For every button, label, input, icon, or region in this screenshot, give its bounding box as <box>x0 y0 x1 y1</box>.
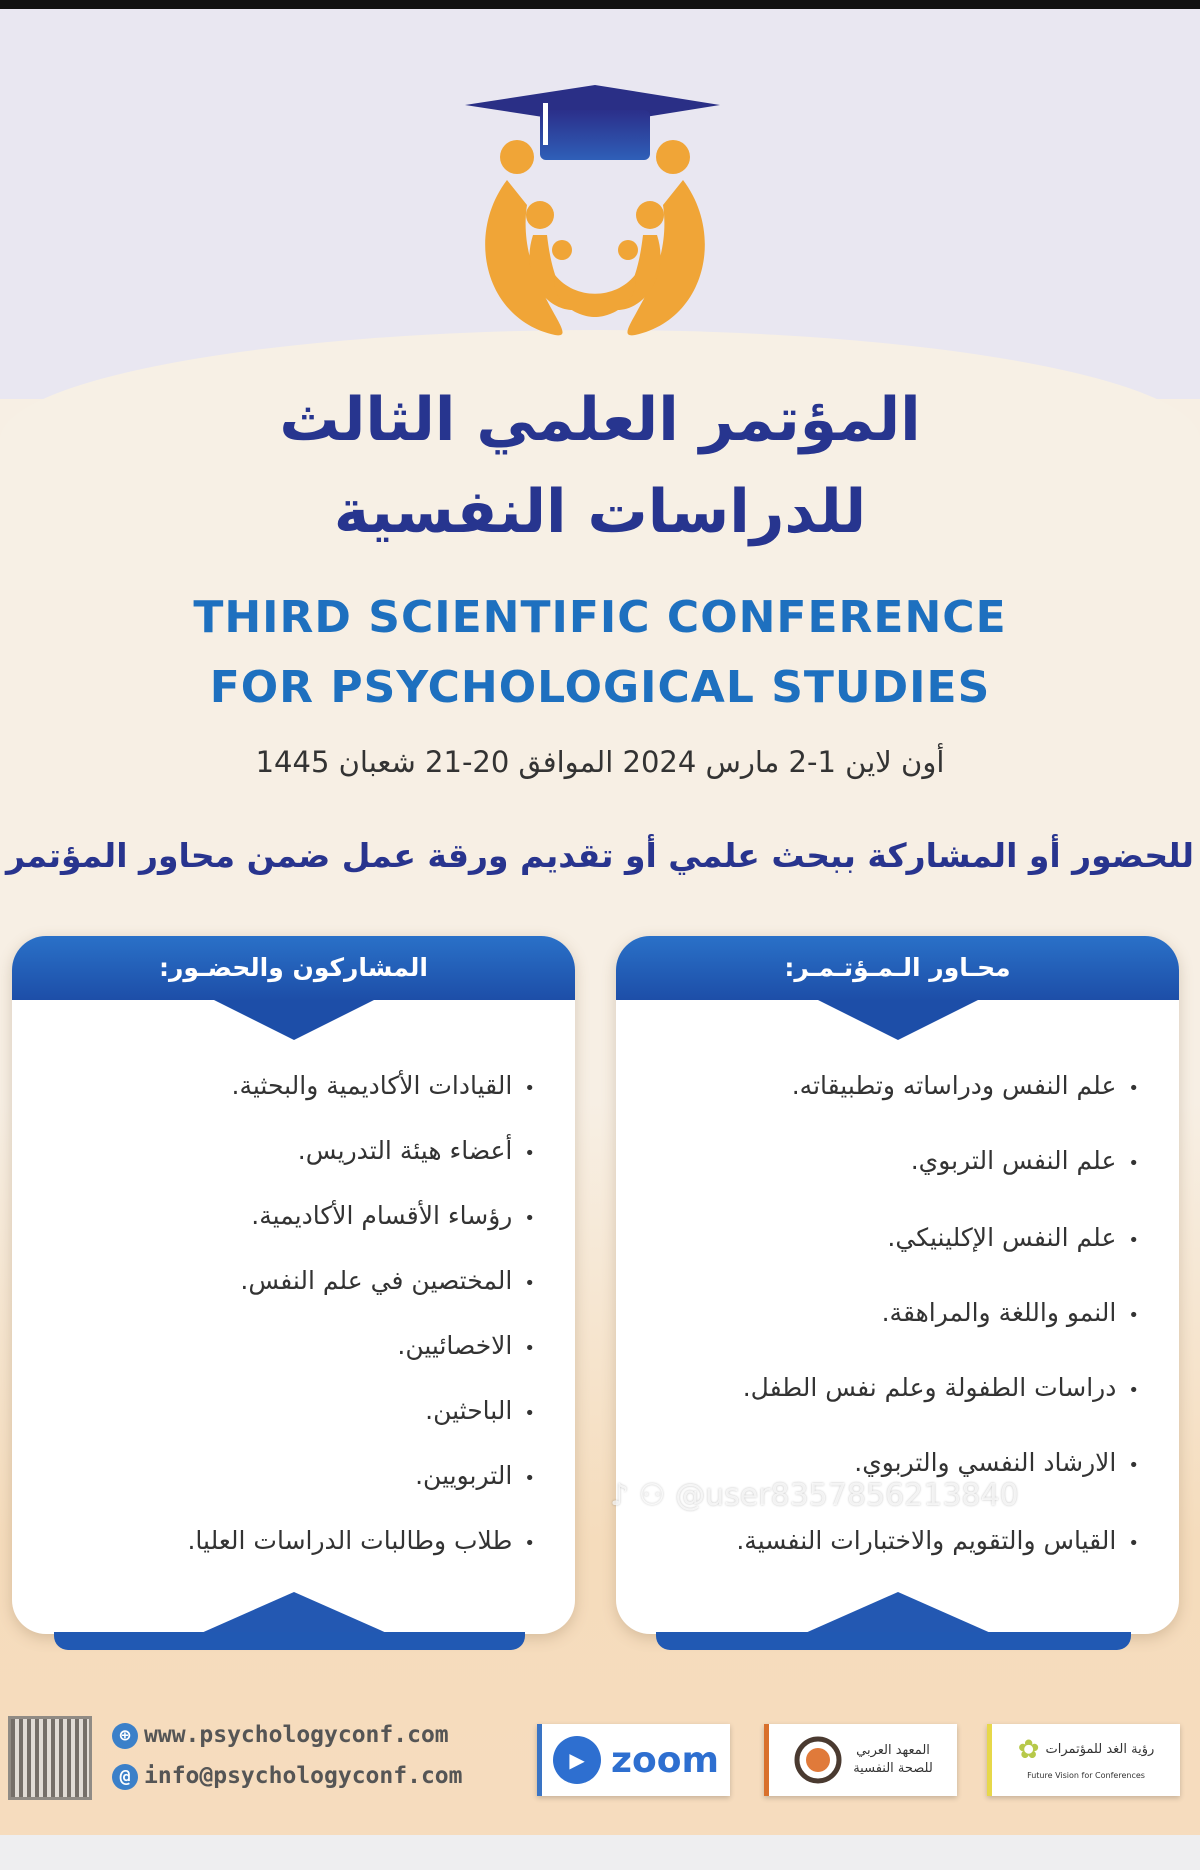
axes-heading: محـاور الـمـؤتـمـر: <box>616 936 1179 1000</box>
arabic-title-line1: المؤتمر العلمي الثالث <box>279 385 921 455</box>
list-item: • أعضاء هيئة التدريس. <box>298 1136 535 1165</box>
participants-heading: المشاركون والحضـور: <box>12 936 575 1000</box>
background-wave <box>0 330 1200 590</box>
website-link[interactable] <box>112 1722 449 1749</box>
zoom-logo <box>537 1724 730 1796</box>
list-item: • رؤساء الأقسام الأكاديمية. <box>251 1201 535 1230</box>
participants-box <box>12 936 575 1634</box>
list-item: • دراسات الطفولة وعلم نفس الطفل. <box>743 1373 1139 1402</box>
axes-bottom-bar <box>656 1632 1131 1650</box>
list-item: • علم النفس ودراساته وتطبيقاته. <box>792 1071 1139 1100</box>
list-item: • طلاب وطالبات الدراسات العليا. <box>187 1526 535 1555</box>
list-item: • الارشاد النفسي والتربوي. <box>854 1448 1139 1477</box>
arrow-up-decoration <box>803 1592 993 1634</box>
vision-text: رؤية الغد للمؤتمرات <box>1045 1742 1155 1757</box>
english-title-line1: THIRD SCIENTIFIC CONFERENCE <box>193 592 1007 643</box>
at-icon: @ <box>112 1764 138 1790</box>
watermark-text: @user8357856213840 <box>675 1478 1019 1513</box>
email-text: info@psychologyconf.com <box>144 1763 463 1789</box>
list-item: • علم النفس الإكلينيكي. <box>887 1223 1139 1252</box>
arrow-down-decoration <box>818 1000 978 1040</box>
list-item: • التربويين. <box>415 1461 535 1490</box>
bottom-strip <box>0 1835 1200 1870</box>
list-item: • المختصين في علم النفس. <box>240 1266 535 1295</box>
top-bar <box>0 0 1200 9</box>
globe-icon: ⊕ <box>112 1723 138 1749</box>
institute-text: المعهد العربي للصحة النفسية <box>853 1743 933 1776</box>
list-item: • القيادات الأكاديمية والبحثية. <box>232 1071 535 1100</box>
institute-emblem-icon <box>793 1735 843 1785</box>
conference-logo-icon <box>455 85 735 340</box>
list-item: • النمو واللغة والمراهقة. <box>882 1298 1139 1327</box>
english-title-line2: FOR PSYCHOLOGICAL STUDIES <box>209 662 991 713</box>
conference-axes-box <box>616 936 1179 1634</box>
participants-bottom-bar <box>54 1632 525 1650</box>
qr-code[interactable] <box>8 1716 92 1800</box>
list-item: • القياس والتقويم والاختبارات النفسية. <box>736 1526 1139 1555</box>
call-for-participation: للحضور أو المشاركة ببحث علمي أو تقديم ورقة عمل ضمن محاور المؤتمر <box>5 836 1195 875</box>
conference-date: أون لاين 1-2 مارس 2024 الموافق 20-21 شعبان 1445 <box>255 745 945 779</box>
email-link[interactable] <box>112 1763 463 1790</box>
list-item: • علم النفس التربوي. <box>911 1146 1139 1175</box>
vision-en-text: Future Vision for Conferences <box>1027 1771 1145 1780</box>
tiktok-watermark: ♪ ⚇ @user8357856213840 <box>610 1478 1019 1513</box>
flower-icon: ✿ <box>1017 1735 1040 1765</box>
arrow-up-decoration <box>199 1592 389 1634</box>
vision-logo <box>987 1724 1180 1796</box>
camera-icon: ▶ <box>553 1736 601 1784</box>
arabic-title-line2: للدراسات النفسية <box>333 477 867 547</box>
zoom-text: zoom <box>611 1739 719 1781</box>
list-item: • الباحثين. <box>425 1396 535 1425</box>
website-text: www.psychologyconf.com <box>144 1722 449 1748</box>
list-item: • الاخصائيين. <box>397 1331 535 1360</box>
institute-logo <box>764 1724 957 1796</box>
arrow-down-decoration <box>214 1000 374 1040</box>
